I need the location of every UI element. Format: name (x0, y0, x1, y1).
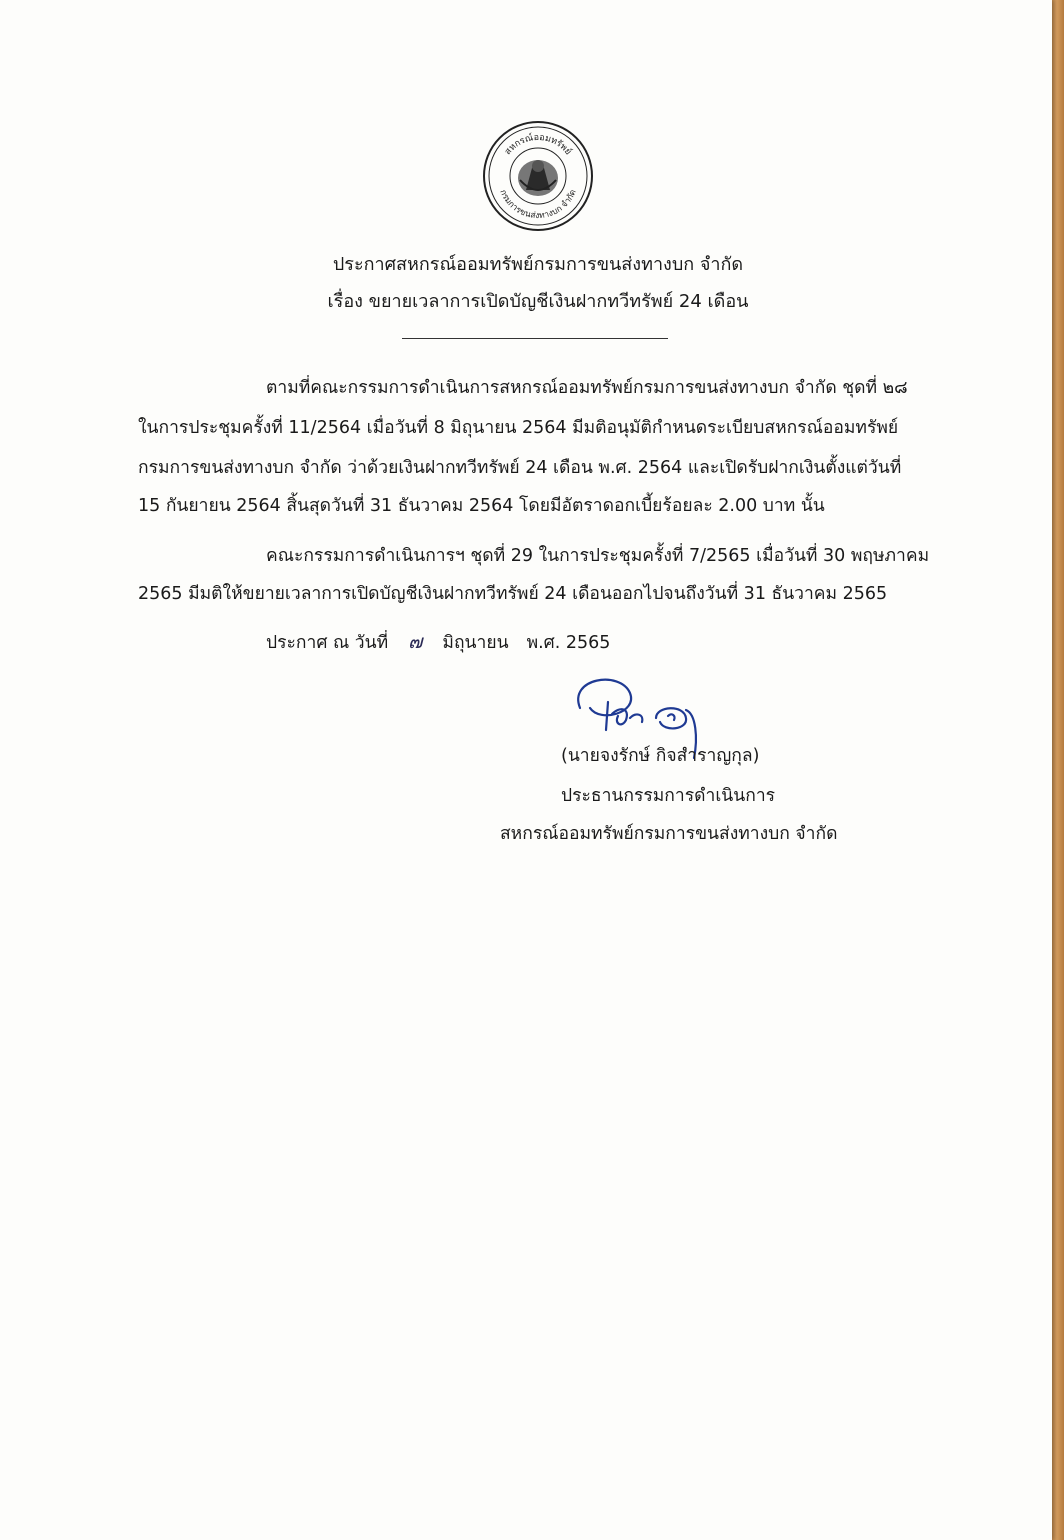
signatory-name: (นายจงรักษ์ กิจสำราญกุล) (561, 746, 760, 766)
paragraph2-line: 2565 มีมติให้ขยายเวลาการเปิดบัญชีเงินฝากทวีทรัพย์ 24 เดือนออกไปจนถึงวันที่ 31 ธันวาคม 2565 (138, 584, 888, 604)
paragraph1-line: 15 กันยายน 2564 สิ้นสุดวันที่ 31 ธันวาคม 2564 โดยมีอัตราดอกเบี้ยร้อยละ 2.00 บาท นั้น (138, 496, 825, 516)
signatory-organization: สหกรณ์ออมทรัพย์กรมการขนส่งทางบก จำกัด (500, 824, 838, 844)
date-year: พ.ศ. 2565 (526, 633, 611, 653)
paragraph1-line: ตามที่คณะกรรมการดำเนินการสหกรณ์ออมทรัพย์กรมการขนส่งทางบก จำกัด ชุดที่ ๒๘ (266, 378, 908, 398)
paragraph1-line: กรมการขนส่งทางบก จำกัด ว่าด้วยเงินฝากทวีทรัพย์ 24 เดือน พ.ศ. 2564 และเปิดรับฝากเงินตั้งแต่วันที่ (138, 458, 902, 478)
seal-text-top: สหกรณ์ออมทรัพย์ (503, 132, 573, 158)
date-month: มิถุนายน (442, 633, 509, 653)
title-underline (402, 338, 668, 339)
announcement-title: ประกาศสหกรณ์ออมทรัพย์กรมการขนส่งทางบก จำกัด (332, 254, 744, 275)
seal-text-bottom: กรมการขนส่งทางบก จำกัด (497, 188, 579, 222)
signatory-position: ประธานกรรมการดำเนินการ (561, 786, 776, 806)
date-day-handwritten: ๗ (408, 631, 423, 653)
announcement-date (266, 630, 610, 655)
announcement-subject: เรื่อง ขยายเวลาการเปิดบัญชีเงินฝากทวีทรัพย์ 24 เดือน (327, 291, 749, 312)
table-background (1050, 0, 1064, 1540)
paragraph2-line: คณะกรรมการดำเนินการฯ ชุดที่ 29 ในการประชุมครั้งที่ 7/2565 เมื่อวันที่ 30 พฤษภาคม (266, 546, 930, 566)
date-prefix: ประกาศ ณ วันที่ (266, 633, 389, 653)
paragraph1-line: ในการประชุมครั้งที่ 11/2564 เมื่อวันที่ 8 มิถุนายน 2564 มีมติอนุมัติกำหนดระเบียบสหกรณ์ออมทรัพย์ (138, 418, 899, 438)
cooperative-seal (482, 120, 594, 232)
